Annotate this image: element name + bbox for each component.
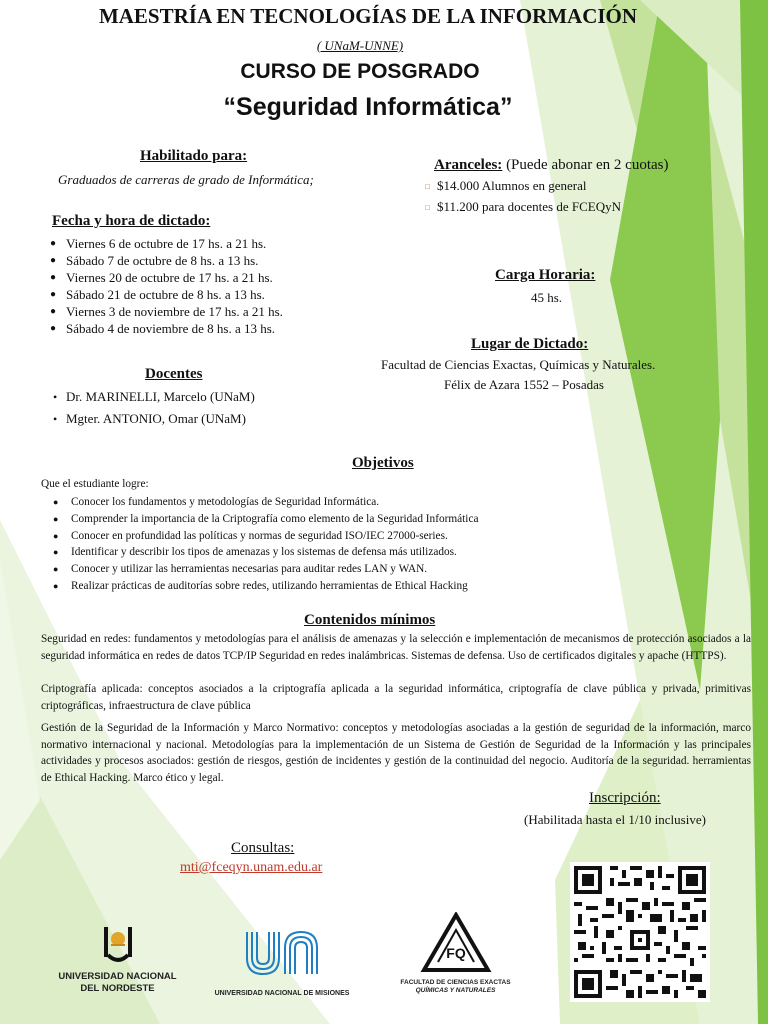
objective-item: ● Realizar prácticas de auditorías sobre redes, utilizando herramientas de Ethical Hacking (41, 578, 478, 595)
contents-paragraph: Criptografía aplicada: conceptos asociados a la criptografía aplicada a la seguridad informática, criptografía de clave pública y privada, primitivas criptográficas, infraestructura de clave pública (41, 683, 751, 712)
fceqyn-name-line2: QUÍMICAS Y NATURALES (415, 987, 496, 994)
teachers-heading: Docentes (145, 366, 203, 382)
objective-item: ● Comprender la importancia de la Criptografía como elemento de la Seguridad Informática (41, 511, 478, 528)
course-type: CURSO DE POSGRADO (240, 60, 480, 83)
qr-code[interactable] (570, 862, 710, 1002)
contact-email-link[interactable]: mti@fceqyn.unam.edu.ar (180, 860, 323, 875)
schedule-item: ● Sábado 4 de noviembre de 8 hs. a 13 hs. (50, 320, 283, 337)
objective-item: ● Identificar y describir los tipos de amenazas y los sistemas de defensa más utilizados. (41, 544, 478, 561)
schedule-heading: Fecha y hora de dictado: (52, 213, 211, 229)
fceqyn-logo (393, 912, 518, 995)
objectives-heading: Objetivos (352, 455, 414, 471)
course-name: “Seguridad Informática” (223, 93, 513, 121)
schedule-item: ● Viernes 20 de octubre de 17 hs. a 21 hs. (50, 269, 283, 286)
unne-name-line2: DEL NORDESTE (80, 983, 155, 994)
unam-logo (212, 924, 352, 998)
fees-header (434, 157, 669, 174)
teacher-item: • Dr. MARINELLI, Marcelo (UNaM) (52, 386, 255, 408)
teacher-item: • Mgter. ANTONIO, Omar (UNaM) (52, 408, 255, 430)
fceqyn-emblem-icon (420, 912, 492, 974)
contents-paragraph: Seguridad en redes: fundamentos y metodologías para el análisis de amenazas y la selección e implementación de mecanismos de protección asociados a la seguridad informática en redes de datos TCP/IP Seguridad en redes inalámbricas. Sistemas de defensa. Uso de certificados digitales y apache (HTTPS). (41, 633, 751, 662)
eligibility-heading: Habilitado para: (140, 148, 248, 164)
schedule-item: ● Sábado 7 de octubre de 8 hs. a 13 hs. (50, 252, 283, 269)
location-heading: Lugar de Dictado: (471, 336, 589, 352)
unam-emblem-icon (227, 924, 337, 984)
institutions-subtitle: ( UNaM-UNNE) (316, 38, 404, 53)
contents-paragraph: Gestión de la Seguridad de la Información y Marco Normativo: conceptos y metodologías asociadas a la gestión de seguridad de la información, marco normativo internacional y nacional. Metodologías para la implementación de un Sistema de Gestión de Seguridad de la Información y las principales actividades y procesos asociados: gestión de riesgos, gestión de incidentes y gestión de la continuidad del negocio. Auditoría de la seguridad. herramientas de Ethical Hacking. Marco ético y legal. (41, 722, 751, 784)
unam-name: UNIVERSIDAD NACIONAL DE MISIONES (214, 990, 350, 997)
fees-list (425, 175, 621, 217)
teachers-list (52, 386, 255, 430)
fees-note: (Puede abonar en 2 cuotas) (502, 157, 669, 173)
fee-item: □ $11.200 para docentes de FCEQyN (425, 196, 621, 217)
location-line2: Félix de Azara 1552 – Posadas (444, 377, 604, 392)
workload-heading: Carga Horaria: (495, 267, 596, 283)
unne-logo (55, 925, 180, 995)
fees-heading: Aranceles: (434, 157, 503, 173)
objective-item: ● Conocer en profundidad las políticas y normas de seguridad ISO/IEC 27000-series. (41, 528, 478, 545)
location-line1: Facultad de Ciencias Exactas, Químicas y Naturales. (381, 357, 656, 372)
objective-item: ● Conocer los fundamentos y metodologías de Seguridad Informática. (41, 494, 478, 511)
fceqyn-mark: FQ (445, 945, 466, 961)
schedule-item: ● Viernes 6 de octubre de 17 hs. a 21 hs. (50, 235, 283, 252)
unne-emblem-icon (98, 925, 138, 965)
registration-note: (Habilitada hasta el 1/10 inclusive) (524, 812, 706, 827)
schedule-item: ● Viernes 3 de noviembre de 17 hs. a 21 hs. (50, 303, 283, 320)
program-title: MAESTRÍA EN TECNOLOGÍAS DE LA INFORMACIÓN (98, 4, 638, 28)
fceqyn-name-line1: FACULTAD DE CIENCIAS EXACTAS (400, 979, 511, 986)
unne-name-line1: UNIVERSIDAD NACIONAL (58, 971, 177, 982)
registration-heading: Inscripción: (589, 790, 661, 806)
objectives-list (41, 494, 478, 595)
schedule-list (50, 235, 283, 337)
contact-heading: Consultas: (231, 840, 295, 856)
objectives-intro: Que el estudiante logre: (41, 478, 149, 490)
contents-heading: Contenidos mínimos (304, 612, 436, 628)
workload-value: 45 hs. (531, 290, 563, 305)
fee-item: □ $14.000 Alumnos en general (425, 175, 621, 196)
objective-item: ● Conocer y utilizar las herramientas necesarias para auditar redes LAN y WAN. (41, 561, 478, 578)
eligibility-text: Graduados de carreras de grado de Informática; (58, 172, 314, 187)
schedule-item: ● Sábado 21 de octubre de 8 hs. a 13 hs. (50, 286, 283, 303)
